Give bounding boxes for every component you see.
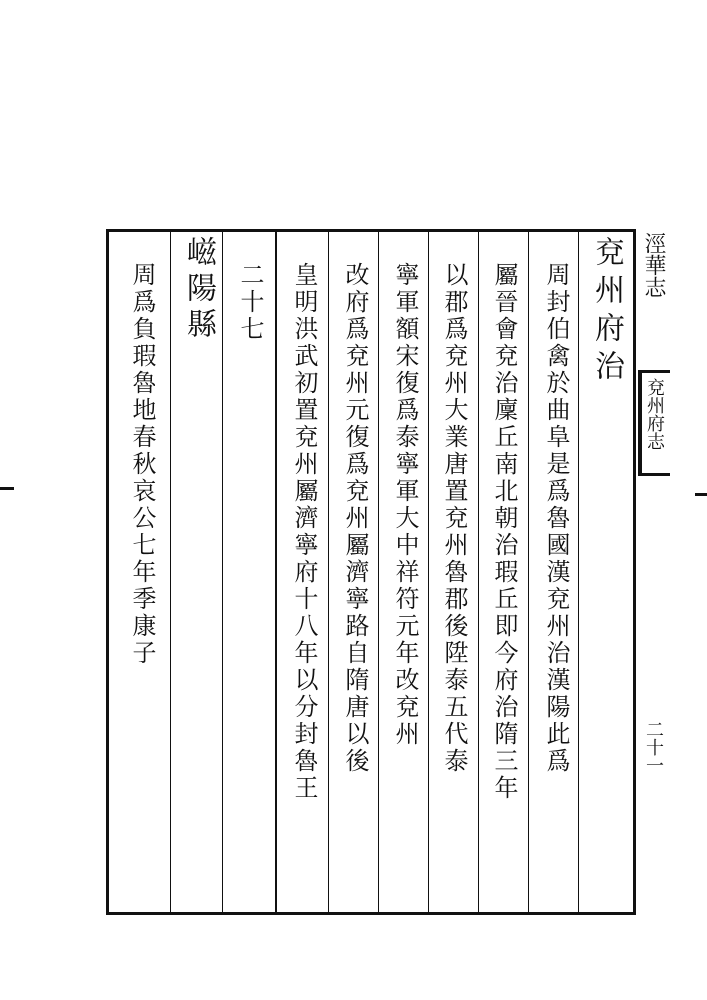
page-number: 二十一 — [643, 720, 664, 774]
section-text-column: 周爲負瑕魯地春秋哀公七年季康子 — [128, 262, 156, 667]
column-rule — [275, 232, 277, 912]
text-column: 皇明洪武初置兗州屬濟寧府十八年以分封魯王 — [290, 262, 318, 802]
column-rule — [528, 232, 529, 912]
side-header: 兗州府志 — [644, 378, 665, 450]
text-column: 二十七 — [236, 262, 264, 343]
text-column: 周封伯禽於曲阜是爲魯國漢兗州治漢陽此爲 — [542, 262, 570, 775]
heading-column: 兗州府治 — [589, 236, 624, 388]
column-rule — [170, 232, 171, 912]
section-title: 嵫陽縣 — [181, 236, 216, 344]
margin-tick-left — [0, 487, 14, 490]
column-rule — [478, 232, 479, 912]
text-column: 寧軍額宋復爲泰寧軍大中祥符元年改兗州 — [391, 262, 419, 748]
column-rule — [222, 232, 223, 912]
text-column: 屬晉會兗治廩丘南北朝治瑕丘即今府治隋三年 — [490, 262, 518, 802]
running-header: 涇華志 — [641, 232, 666, 298]
margin-tick-right — [695, 493, 707, 496]
text-column: 以郡爲兗州大業唐置兗州魯郡後陞泰五代泰 — [440, 262, 468, 775]
text-column: 改府爲兗州元復爲兗州屬濟寧路自隋唐以後 — [341, 262, 369, 775]
column-rule — [328, 232, 329, 912]
